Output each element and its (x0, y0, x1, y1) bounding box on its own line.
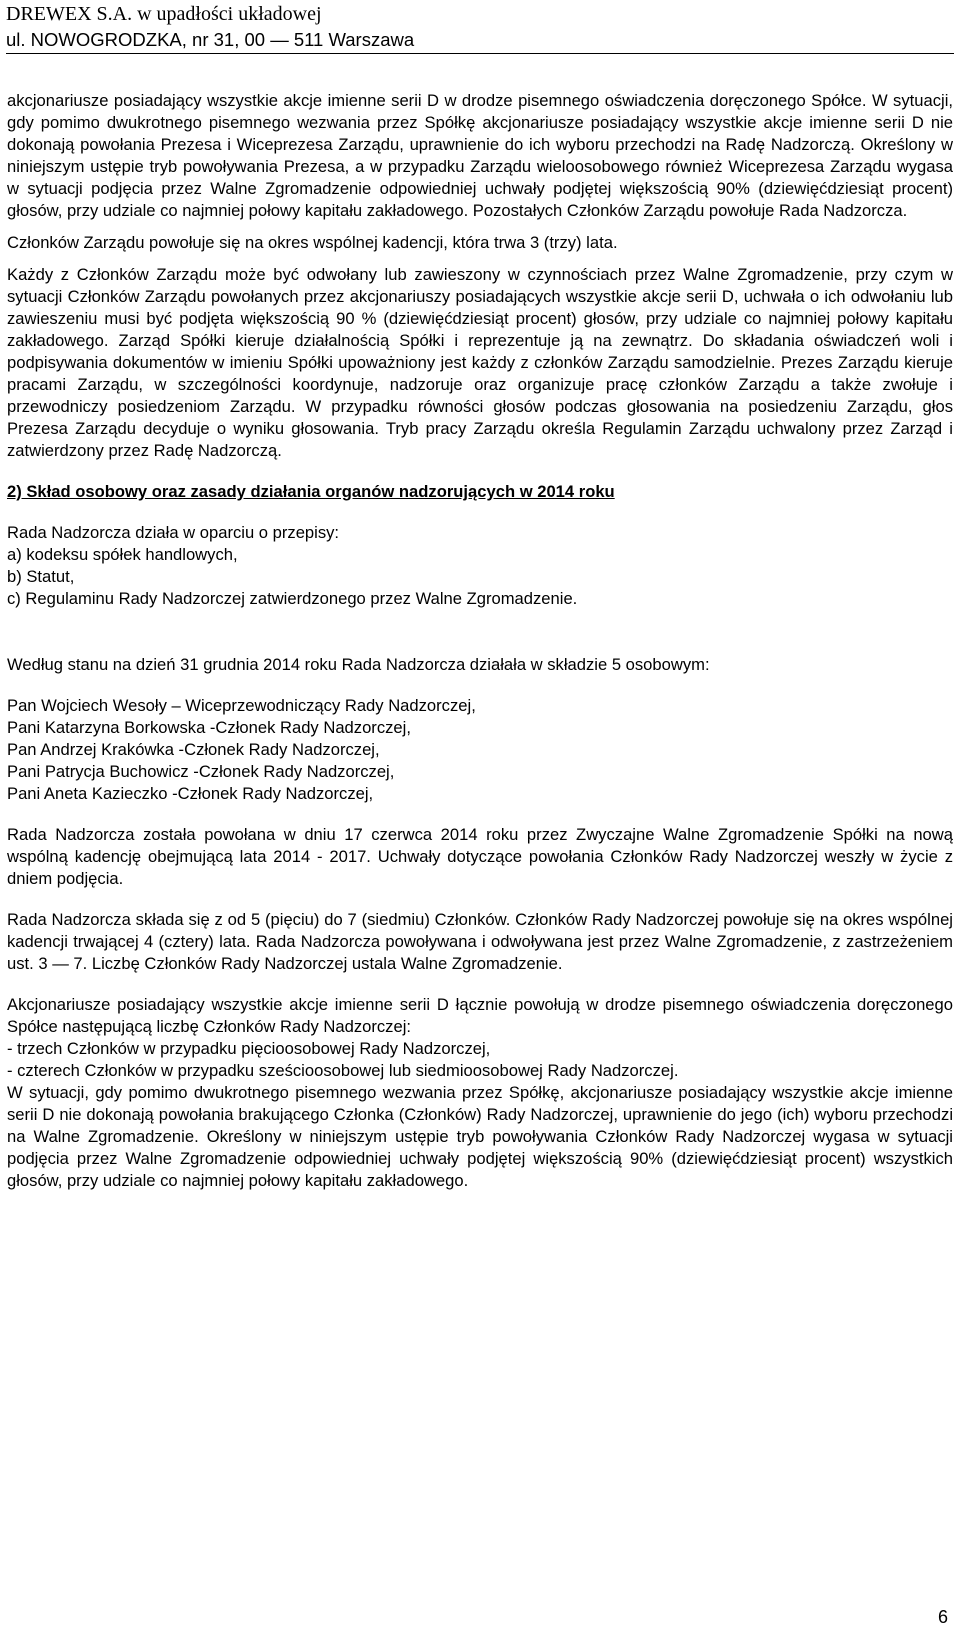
paragraph-board-dismissal: Każdy z Członków Zarządu może być odwołany lub zawieszony w czynnościach przez Walne Zgromadzenie, przy czym w sytuacji Członków Zarządu powołanych przez akcjonariuszy posiadających wszystkie akcje serii D, uchwała o ich odwołaniu lub zawieszeniu musi być podjęta większością 90 % (dziewięćdziesiąt procent) głosów, przy udziale co najmniej połowy kapitału zakładowego. Zarząd Spółki kieruje działalnością Spółki i reprezentuje ją na zewnątrz. Do składania oświadczeń woli i podpisywania dokumentów w imieniu Spółki upoważniony jest każdy z członków Zarządu samodzielnie. Prezes Zarządu kieruje pracami Zarządu, w szczególności koordynuje, nadzoruje oraz organizuje pracę członków Zarządu a także zwołuje i przewodniczy posiedzeniom Zarządu. W przypadku równości głosów podczas głosowania na posiedzeniu Zarządu, głos Prezesa Zarządu decyduje o wyniku głosowania. Tryb pracy Zarządu określa Regulamin Zarządu uchwalony przez Zarząd i zatwierdzony przez Radę Nadzorczą. (7, 265, 953, 460)
company-address: ul. NOWOGRODZKA, nr 31, 00 — 511 Warszawa (6, 29, 415, 50)
page-number: 6 (937, 1607, 948, 1627)
paragraph-series-d-rights: Akcjonariusze posiadający wszystkie akcje imienne serii D łącznie powołują w drodze pisemnego oświadczenia doręczonego Spółce następującą liczbę Członków Rady Nadzorczej: (7, 995, 953, 1036)
paragraph-board-appointment: akcjonariusze posiadający wszystkie akcje imienne serii D w drodze pisemnego oświadczenia doręczonego Spółce. W sytuacji, gdy pomimo dwukrotnego pisemnego wezwania przez Spółkę akcjonariusze posiadający wszystkie akcje imienne serii D nie dokonają powołania Prezesa i Wiceprezesa Zarządu, uprawnienie do ich wyboru przechodzi na Radę Nadzorczą. Określony w niniejszym ustępie tryb powoływania Prezesa, a w przypadku Zarządu wieloosobowego również Wiceprezesa Zarządu wygasa w sytuacji podjęcia przez Walne Zgromadzenie odpowiedniej uchwały podjętej większością 90% (dziewięćdziesiąt procent) głosów, przy udziale co najmniej połowy kapitału zakładowego. Pozostałych Członków Zarządu powołuje Rada Nadzorcza. (7, 91, 953, 220)
legal-basis-intro: Rada Nadzorcza działa w oparciu o przepisy: (7, 523, 340, 542)
board-composition-intro: Według stanu na dzień 31 grudnia 2014 roku Rada Nadzorcza działała w składzie 5 osobowym: (7, 655, 710, 674)
board-member: Pan Andrzej Krakówka -Członek Rady Nadzorczej, (7, 740, 380, 759)
board-member: Pani Katarzyna Borkowska -Członek Rady Nadzorczej, (7, 718, 411, 737)
legal-basis-item: b) Statut, (7, 567, 75, 586)
paragraph-council-size: Rada Nadzorcza składa się z od 5 (pięciu) do 7 (siedmiu) Członków. Członków Rady Nadzorczej powołuje się na okres wspólnej kadencji trwającej 4 (cztery) lata. Rada Nadzorcza powoływana i odwoływana jest przez Walne Zgromadzenie, z zastrzeżeniem ust. 3 — 7. Liczbę Członków Rady Nadzorczej ustala Walne Zgromadzenie. (7, 910, 953, 973)
series-d-item: - trzech Członków w przypadku pięcioosobowej Rady Nadzorczej, (7, 1039, 491, 1058)
board-member: Pan Wojciech Wesoły – Wiceprzewodniczący Rady Nadzorczej, (7, 696, 476, 715)
header-divider (6, 53, 954, 54)
legal-basis-item: a) kodeksu spółek handlowych, (7, 545, 238, 564)
document-body (7, 90, 953, 1192)
paragraph-board-term: Członków Zarządu powołuje się na okres wspólnej kadencji, która trwa 3 (trzy) lata. (7, 233, 618, 252)
series-d-item: - czterech Członków w przypadku sześcioosobowej lub siedmioosobowej Rady Nadzorczej. (7, 1061, 679, 1080)
board-member: Pani Patrycja Buchowicz -Członek Rady Nadzorczej, (7, 762, 395, 781)
document-header (6, 2, 946, 52)
paragraph-council-fallback: W sytuacji, gdy pomimo dwukrotnego pisemnego wezwania przez Spółkę, akcjonariusze posiadający wszystkie akcje imienne serii D nie dokonają powołania brakującego Członka (Członków) Rady Nadzorczej, uprawnienie do jego (ich) wyboru przechodzi na Walne Zgromadzenie. Określony w niniejszym ustępie tryb powoływania Członków Rady Nadzorczej wygasa w sytuacji podjęcia przez Walne Zgromadzenie odpowiedniej uchwały podjętej większością 90% (dziewięćdziesiąt procent) wszystkich głosów, przy udziale co najmniej połowy kapitału zakładowego. (7, 1083, 953, 1190)
paragraph-council-appointment-date: Rada Nadzorcza została powołana w dniu 17 czerwca 2014 roku przez Zwyczajne Walne Zgromadzenie Spółki na nową wspólną kadencję obejmującą lata 2014 - 2017. Uchwały dotyczące powołania Członków Rady Nadzorczej weszły w życie z dniem podjęcia. (7, 825, 953, 888)
company-name: DREWEX S.A. w upadłości układowej (6, 3, 322, 25)
section-heading: 2) Skład osobowy oraz zasady działania organów nadzorujących w 2014 roku (7, 482, 615, 501)
board-member: Pani Aneta Kazieczko -Członek Rady Nadzorczej, (7, 784, 374, 803)
legal-basis-item: c) Regulaminu Rady Nadzorczej zatwierdzonego przez Walne Zgromadzenie. (7, 589, 578, 608)
